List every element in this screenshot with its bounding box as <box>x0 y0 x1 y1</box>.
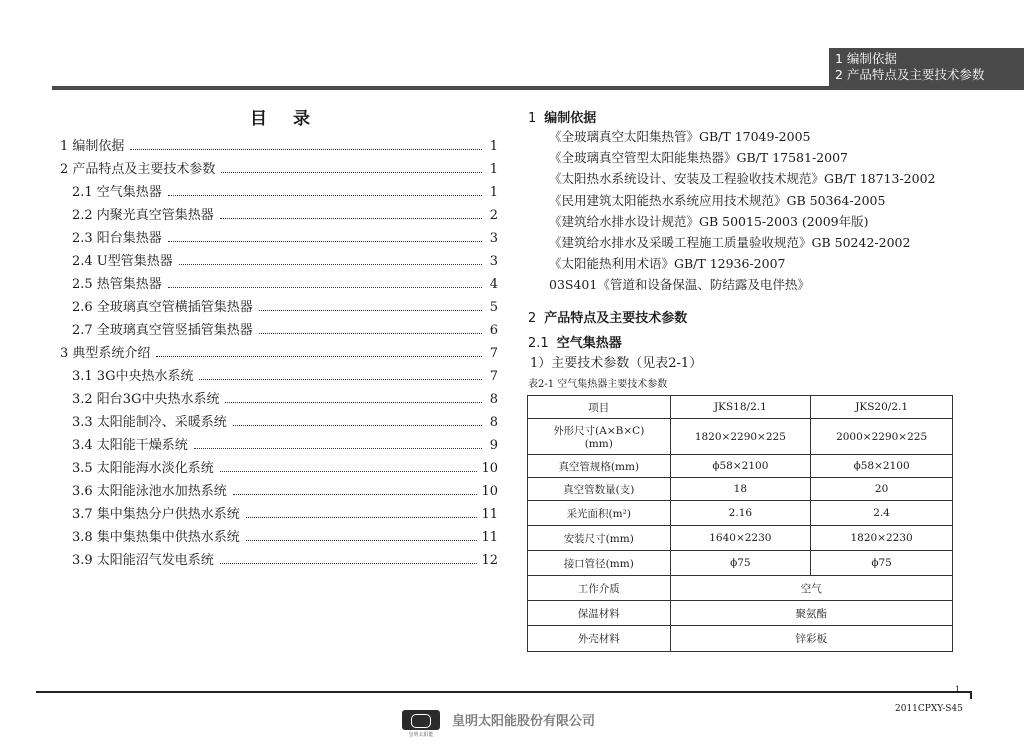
toc-entry-page: 4 <box>489 277 498 292</box>
toc-entry-page: 12 <box>481 553 498 568</box>
toc-entry-page: 5 <box>489 300 498 315</box>
reference-standard: 《建筑给水排水及采暖工程施工质量验收规范》GB 50242-2002 <box>549 234 911 250</box>
toc-entry[interactable] <box>60 131 498 154</box>
table-cell: 项目 <box>528 396 671 419</box>
document-code: 2011CPXY-S45 <box>895 704 963 714</box>
toc-entry-label: 2.1 空气集热器 <box>72 185 162 200</box>
toc-entry-label: 3.3 太阳能制冷、采暖系统 <box>72 415 227 430</box>
toc-entry-page: 1 <box>489 162 498 177</box>
table-row <box>528 551 953 576</box>
reference-standard: 《全玻璃真空太阳集热管》GB/T 17049-2005 <box>549 129 811 144</box>
toc-leader-dots <box>194 448 482 449</box>
table-cell: 2.16 <box>670 501 811 526</box>
toc-entry-label: 2.4 U型管集热器 <box>72 254 173 269</box>
table-cell: 1820×2230 <box>811 526 953 551</box>
subsection-2-1-heading <box>528 332 622 351</box>
company-name: 皇明太阳能股份有限公司 <box>452 714 596 729</box>
toc-entry-page: 10 <box>481 484 498 499</box>
table-cell: 保温材料 <box>528 601 671 626</box>
toc-entry[interactable] <box>60 407 498 430</box>
table-row <box>528 419 953 455</box>
table-cell: 采光面积(m²) <box>528 501 671 526</box>
toc-leader-dots <box>259 310 482 311</box>
reference-standard: 03S401《管道和设备保温、防结露及电伴热》 <box>549 277 810 293</box>
table-cell: ϕ58×2100 <box>811 455 953 478</box>
section-indicator-line-1: 1 编制依据 <box>835 51 897 66</box>
section-2-title: 产品特点及主要技术参数 <box>544 311 688 326</box>
table-cell: 1820×2290×225 <box>670 419 811 455</box>
toc-entry[interactable] <box>60 430 498 453</box>
section-1-heading <box>528 107 596 126</box>
table-cell: JKS20/2.1 <box>811 396 953 419</box>
subsection-2-1-number: 2.1 <box>528 336 549 351</box>
reference-standard: 《全玻璃真空管型太阳能集热器》GB/T 17581-2007 <box>549 150 848 166</box>
toc-entry-label: 2.5 热管集热器 <box>72 277 162 292</box>
toc-entry[interactable] <box>60 338 498 361</box>
toc-leader-dots <box>233 425 482 426</box>
toc-entry-label: 2.3 阳台集热器 <box>72 231 162 246</box>
toc-entry-page: 11 <box>481 530 498 545</box>
toc-entry-page: 10 <box>481 461 498 476</box>
table-cell: 接口管径(mm) <box>528 551 671 576</box>
toc-title: 目 录 <box>250 109 320 129</box>
toc-leader-dots <box>246 540 478 541</box>
table-cell: 锌彩板 <box>670 626 953 652</box>
toc-leader-dots <box>225 402 482 403</box>
toc-leader-dots <box>130 149 482 150</box>
toc-leader-dots <box>179 264 482 265</box>
toc-entry-page: 7 <box>489 369 498 384</box>
table-cell: 18 <box>670 478 811 501</box>
toc-leader-dots <box>220 471 478 472</box>
toc-leader-dots <box>156 356 482 357</box>
reference-standard: 《建筑给水排水设计规范》GB 50015-2003 (2009年版) <box>549 213 869 229</box>
toc-entry-page: 11 <box>481 507 498 522</box>
toc-entry-page: 8 <box>489 415 498 430</box>
toc-entry-page: 3 <box>489 254 498 269</box>
toc-entry-label: 3.8 集中集热集中供热水系统 <box>72 530 240 545</box>
toc-entry-page: 1 <box>489 139 498 154</box>
table-cell: 外形尺寸(A×B×C) (mm) <box>528 419 671 455</box>
table-cell: 空气 <box>670 576 953 601</box>
air-collector-spec-table <box>527 395 953 652</box>
toc-entry-page: 9 <box>489 438 498 453</box>
section-2-heading <box>528 307 687 326</box>
toc-entry-page: 3 <box>489 231 498 246</box>
toc-entry[interactable] <box>60 384 498 407</box>
section-1-number: 1 <box>528 111 537 126</box>
toc-entry[interactable] <box>60 269 498 292</box>
toc-entry-page: 6 <box>489 323 498 338</box>
logo-mark-icon <box>402 710 440 730</box>
table-row <box>528 601 953 626</box>
toc-entry[interactable] <box>60 223 498 246</box>
toc-entry[interactable] <box>60 453 498 476</box>
section-indicator <box>829 48 1024 87</box>
toc-entry-label: 3.4 太阳能干燥系统 <box>72 438 188 453</box>
table-caption: 表2-1 空气集热器主要技术参数 <box>528 379 668 390</box>
table-row <box>528 626 953 652</box>
table-cell: 工作介质 <box>528 576 671 601</box>
table-cell: ϕ75 <box>670 551 811 576</box>
toc-entry[interactable] <box>60 154 498 177</box>
table-cell: 2.4 <box>811 501 953 526</box>
toc-entry-label: 2.2 内聚光真空管集热器 <box>72 208 214 223</box>
toc-entry-label: 3.2 阳台3G中央热水系统 <box>72 392 220 407</box>
footer-rule <box>36 691 972 693</box>
toc-entry[interactable] <box>60 315 498 338</box>
table-cell: ϕ75 <box>811 551 953 576</box>
toc-leader-dots <box>220 218 482 219</box>
table-row <box>528 576 953 601</box>
toc-entry-page: 7 <box>489 346 498 361</box>
toc-entry[interactable] <box>60 545 498 568</box>
toc-entry-label: 3.5 太阳能海水淡化系统 <box>72 461 214 476</box>
toc-entry[interactable] <box>60 476 498 499</box>
company-logo <box>402 710 440 738</box>
footer-rule-tick <box>970 691 972 699</box>
table-cell: 真空管规格(mm) <box>528 455 671 478</box>
toc-leader-dots <box>220 563 478 564</box>
toc-entry[interactable] <box>60 522 498 545</box>
subsection-2-1-title: 空气集热器 <box>556 336 622 351</box>
table-row <box>528 455 953 478</box>
toc-entry-label: 1 编制依据 <box>60 139 125 154</box>
reference-standard: 《民用建筑太阳能热水系统应用技术规范》GB 50364-2005 <box>549 192 886 208</box>
table-cell: 2000×2290×225 <box>811 419 953 455</box>
logo-caption: 皇明太阳能 <box>408 732 434 738</box>
toc-entry[interactable] <box>60 246 498 269</box>
toc-entry-label: 2.6 全玻璃真空管横插管集热器 <box>72 300 253 315</box>
toc-entry[interactable] <box>60 361 498 384</box>
page-number: 1 <box>955 685 961 694</box>
toc-leader-dots <box>233 494 478 495</box>
toc-leader-dots <box>168 195 482 196</box>
toc-entry-label: 3.7 集中集热分户供热水系统 <box>72 507 240 522</box>
section-2-number: 2 <box>528 311 537 326</box>
section-indicator-line-2: 2 产品特点及主要技术参数 <box>835 67 985 82</box>
section-1-title: 编制依据 <box>544 111 597 126</box>
table-cell: ϕ58×2100 <box>670 455 811 478</box>
toc-entry-label: 3.9 太阳能沼气发电系统 <box>72 553 214 568</box>
table-of-contents <box>60 131 498 568</box>
table-cell: 20 <box>811 478 953 501</box>
toc-leader-dots <box>246 517 478 518</box>
table-cell: 聚氨酯 <box>670 601 953 626</box>
table-row <box>528 478 953 501</box>
table-cell: 真空管数量(支) <box>528 478 671 501</box>
toc-leader-dots <box>199 379 482 380</box>
toc-entry-label: 3.6 太阳能泳池水加热系统 <box>72 484 227 499</box>
table-cell: JKS18/2.1 <box>670 396 811 419</box>
table-cell: 1640×2230 <box>670 526 811 551</box>
toc-entry-label: 2 产品特点及主要技术参数 <box>60 162 216 177</box>
table-header-row <box>528 396 953 419</box>
toc-leader-dots <box>221 172 482 173</box>
toc-entry[interactable] <box>60 499 498 522</box>
table-row <box>528 501 953 526</box>
toc-entry-page: 8 <box>489 392 498 407</box>
table-cell: 安装尺寸(mm) <box>528 526 671 551</box>
reference-standards-list <box>549 126 989 296</box>
toc-entry-label: 2.7 全玻璃真空管竖插管集热器 <box>72 323 253 338</box>
toc-leader-dots <box>168 241 482 242</box>
reference-standard: 《太阳热水系统设计、安装及工程验收技术规范》GB/T 18713-2002 <box>549 171 936 187</box>
parameters-item-label: 1）主要技术参数（见表2-1） <box>530 356 703 371</box>
toc-entry-page: 1 <box>489 185 498 200</box>
toc-entry[interactable] <box>60 200 498 223</box>
table-row <box>528 526 953 551</box>
toc-entry[interactable] <box>60 177 498 200</box>
toc-entry-label: 3.1 3G中央热水系统 <box>72 369 194 384</box>
reference-standard: 《太阳能热利用术语》GB/T 12936-2007 <box>549 256 786 272</box>
toc-leader-dots <box>259 333 482 334</box>
toc-entry[interactable] <box>60 292 498 315</box>
toc-leader-dots <box>168 287 482 288</box>
header-rule <box>52 86 1024 90</box>
toc-entry-label: 3 典型系统介绍 <box>60 346 151 361</box>
toc-entry-page: 2 <box>489 208 498 223</box>
table-cell: 外壳材料 <box>528 626 671 652</box>
